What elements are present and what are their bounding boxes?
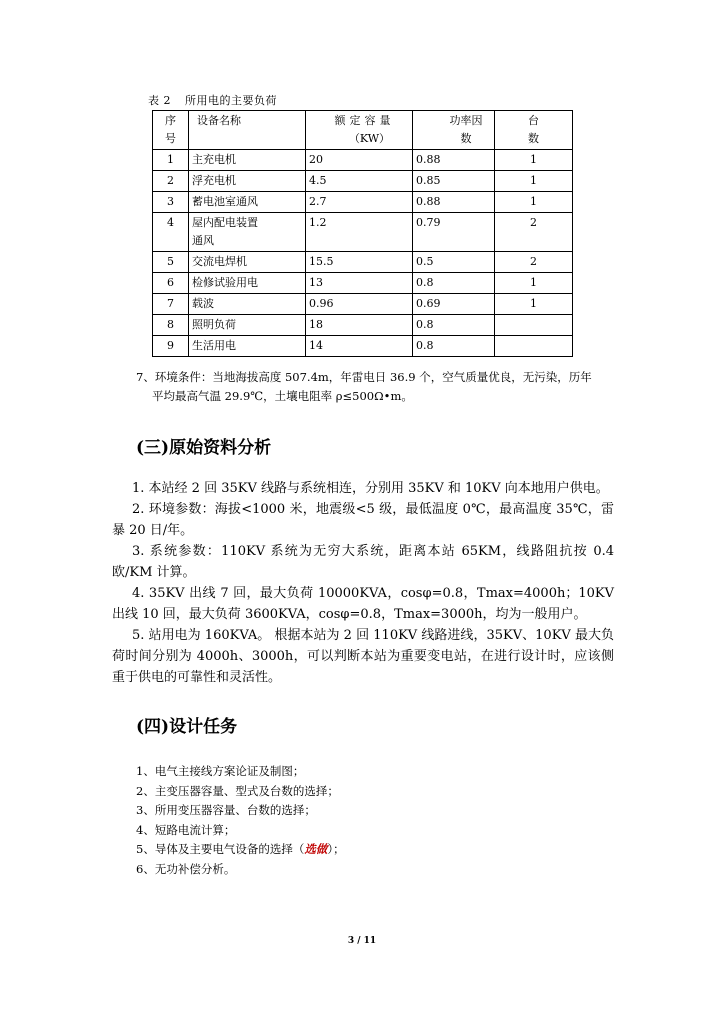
table-row: 1 主充电机 20 0.88 1	[153, 150, 573, 171]
design-task-list	[136, 762, 345, 880]
analysis-paragraph: 1. 本站经 2 回 35KV 线路与系统相连，分别用 35KV 和 10KV 向本地用户供电。	[132, 481, 609, 496]
analysis-body	[112, 478, 614, 688]
header-power-factor: 功率因 数	[413, 111, 495, 150]
header-name: 设备名称	[189, 111, 306, 150]
header-no: 序 号	[153, 111, 189, 150]
table-row: 7 载波 0.96 0.69 1	[153, 294, 573, 315]
table-row: 9 生活用电 14 0.8	[153, 336, 573, 357]
list-item: 2、主变压器容量、型式及台数的选择；	[136, 783, 339, 798]
table-caption-title: 所用电的主要负荷	[185, 94, 277, 107]
list-item: 6、无功补偿分析。	[136, 861, 236, 876]
optional-note: 选做	[304, 842, 328, 857]
analysis-paragraph: 4. 35KV 出线 7 回，最大负荷 10000KVA，cosφ=0.8，Tmax=4000h；10KV 出线 10 回，最大负荷 3600KVA，cosφ=0.8，Tmax=3000h，均为一般用户。	[112, 586, 614, 622]
env-line-1: 7、环境条件：当地海拔高度 507.4m，年雷电日 36.9 个，空气质量优良，无污染，历年	[136, 370, 592, 384]
list-item: 5、导体及主要电气设备的选择（选做）；	[136, 842, 345, 857]
table-row: 2 浮充电机 4.5 0.85 1	[153, 171, 573, 192]
analysis-paragraph: 5. 站用电为 160KVA。 根据本站为 2 回 110KV 线路进线，35KV、10KV 最大负荷时间分别为 4000h、3000h，可以判断本站为重要变电站，在进行设计时，应该侧重于供电的可靠性和灵活性。	[112, 628, 614, 685]
list-item: 3、所用变压器容量、台数的选择；	[136, 803, 316, 818]
table-caption-number: 表 2	[148, 94, 171, 107]
table-row: 3 蓄电池室通风 2.7 0.88 1	[153, 192, 573, 213]
list-item: 1、电气主接线方案论证及制图；	[136, 764, 305, 778]
section-heading-analysis: (三)原始资料分析	[136, 438, 272, 458]
env-line-2: 平均最高气温 29.9℃，土壤电阻率 ρ≤500Ω•m。	[152, 389, 413, 403]
environment-conditions	[136, 368, 616, 406]
list-item: 4、短路电流计算；	[136, 822, 236, 837]
header-units: 台 数	[495, 111, 573, 150]
table-row: 8 照明负荷 18 0.8	[153, 315, 573, 336]
section-heading-tasks: (四)设计任务	[136, 717, 238, 737]
table-header-row	[153, 111, 573, 150]
table-caption	[148, 92, 287, 108]
analysis-paragraph: 3. 系统参数：110KV 系统为无穷大系统，距离本站 65KM，线路阻抗按 0.4 欧/KM 计算。	[112, 544, 614, 580]
load-table	[152, 110, 573, 357]
table-row: 5 交流电焊机 15.5 0.5 2	[153, 252, 573, 273]
analysis-paragraph: 2. 环境参数：海拔<1000 米，地震级<5 级，最低温度 0℃，最高温度 35℃，雷暴 20 日/年。	[112, 502, 614, 538]
page-number: 3 / 11	[347, 936, 377, 946]
table-row: 4 屋内配电装置 通风 1.2 0.79 2	[153, 213, 573, 252]
table-row: 6 检修试验用电 13 0.8 1	[153, 273, 573, 294]
header-capacity: 额定容量 （KW）	[306, 111, 413, 150]
